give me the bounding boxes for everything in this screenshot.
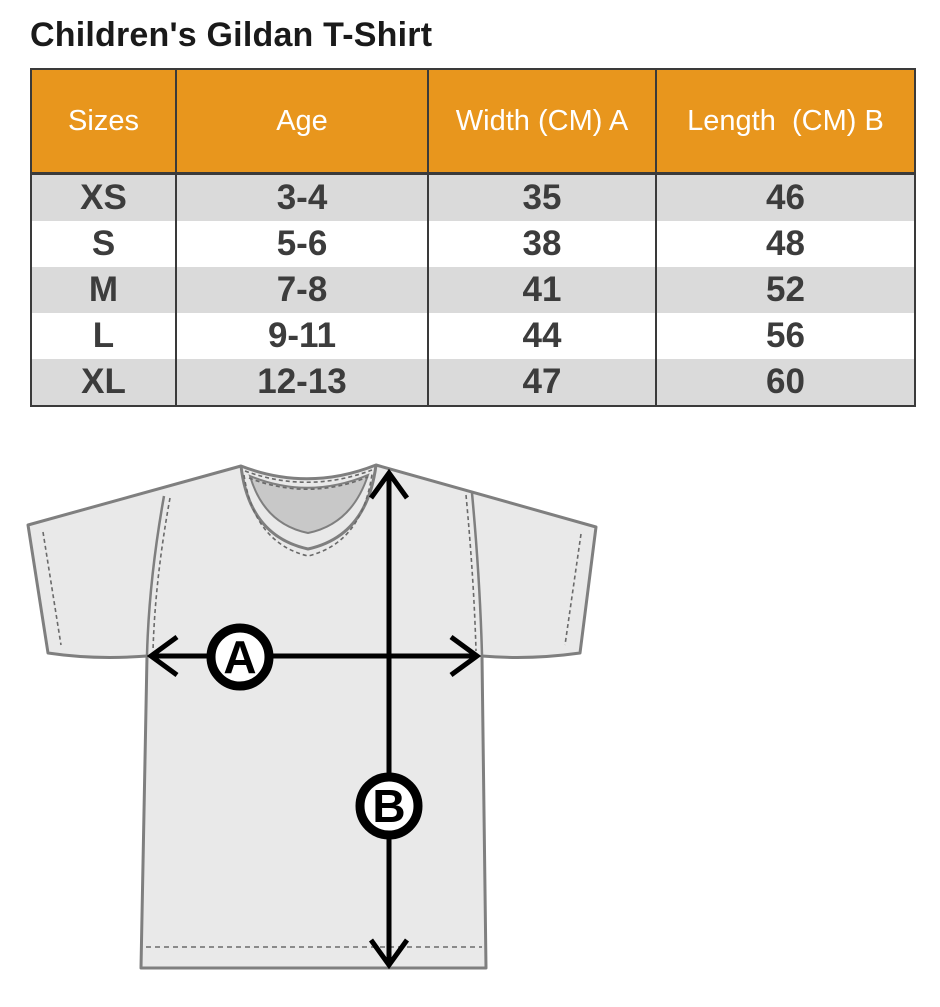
table-row — [31, 221, 915, 267]
age-cell: 7-8 — [176, 267, 428, 313]
header-age: Age — [176, 69, 428, 174]
table-row — [31, 359, 915, 406]
table-row — [31, 174, 915, 222]
size-cell: M — [31, 267, 176, 313]
length-marker-badge — [360, 777, 418, 835]
header-row — [31, 69, 915, 174]
age-cell: 5-6 — [176, 221, 428, 267]
header-length: Length (CM) B — [656, 69, 915, 174]
tshirt-outline — [28, 465, 596, 968]
size-table — [30, 68, 916, 407]
age-cell: 3-4 — [176, 174, 428, 222]
page-title: Children's Gildan T-Shirt — [30, 16, 433, 54]
size-cell: XL — [31, 359, 176, 406]
table-row — [31, 267, 915, 313]
width-cell: 47 — [428, 359, 656, 406]
size-cell: S — [31, 221, 176, 267]
length-cell: 48 — [656, 221, 915, 267]
table-row — [31, 313, 915, 359]
size-table-header — [31, 69, 915, 174]
size-table-body — [31, 174, 915, 407]
width-cell: 41 — [428, 267, 656, 313]
tshirt-measurement-diagram — [0, 440, 660, 1007]
size-cell: XS — [31, 174, 176, 222]
length-cell: 46 — [656, 174, 915, 222]
width-cell: 35 — [428, 174, 656, 222]
length-cell: 56 — [656, 313, 915, 359]
width-marker-label: A — [223, 631, 257, 683]
age-cell: 12-13 — [176, 359, 428, 406]
width-cell: 44 — [428, 313, 656, 359]
width-marker-badge — [211, 628, 269, 686]
header-width: Width (CM) A — [428, 69, 656, 174]
length-cell: 60 — [656, 359, 915, 406]
age-cell: 9-11 — [176, 313, 428, 359]
header-sizes: Sizes — [31, 69, 176, 174]
length-marker-label: B — [372, 780, 406, 832]
width-cell: 38 — [428, 221, 656, 267]
size-cell: L — [31, 313, 176, 359]
length-cell: 52 — [656, 267, 915, 313]
